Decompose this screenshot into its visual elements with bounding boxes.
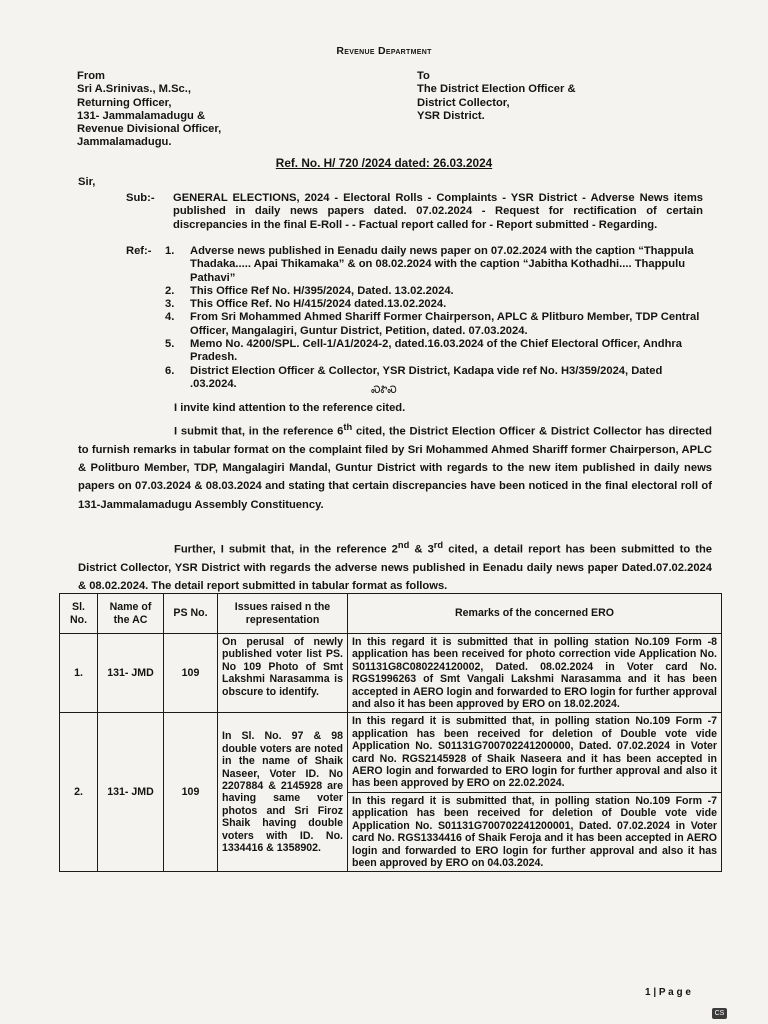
reference-number-label: 4. bbox=[165, 311, 175, 324]
reference-number-label: 6. bbox=[165, 364, 175, 377]
separator-symbol: ᏍᏑᏍ bbox=[371, 385, 397, 396]
paragraph-text: cited, the District Election Officer & District Collector has directed to furnish remarks in tabular format on the complaint filed by Sri Mohammed Ahmed Shariff former Chairperson, APLC & Politburo Member, TDP, Mangalagiri Mandal, Guntur District with regards to the new item published in daily news papers on 07.03.2024 & 08.03.2024 and stating that certain discrepancies have been noticed in the final electoral roll of 131-Jammalamadugu Assembly Constituency. bbox=[78, 425, 712, 511]
cell-sl: 2. bbox=[60, 713, 98, 872]
salutation: Sir, bbox=[78, 176, 96, 188]
reference-text: This Office Ref. No H/415/2024 dated.13.02.2024. bbox=[190, 298, 447, 311]
reference-text: District Election Officer & Collector, YSR District, Kadapa vide ref No. H3/359/2024, Dated .03.2024. bbox=[190, 364, 663, 390]
to-label: To bbox=[417, 70, 430, 82]
cell-remarks: In this regard it is submitted that, in polling station No.109 Form -7 application has been received for deletion of Double vote vide Application No. S01131G700702241200000, Dated. 07.02.2024 in Voter card No. RGS2145928 of Shaik Naseera and it has been accepted in AERO login and forwarded to ERO login for further approval and also it has been approved by ERO on 22.02.2024. bbox=[348, 713, 722, 792]
reference-number-label: 5. bbox=[165, 338, 175, 351]
cell-ps: 109 bbox=[164, 713, 218, 872]
from-block bbox=[77, 70, 407, 150]
from-line: Returning Officer, bbox=[77, 96, 172, 109]
scanner-watermark-icon: CS bbox=[712, 1008, 727, 1019]
superscript: th bbox=[343, 422, 353, 432]
references-label: Ref:- bbox=[126, 245, 152, 257]
reference-text: From Sri Mohammed Ahmed Shariff Former Chairperson, APLC & Plitburo Member, TDP Central Officer, Mangalagiri, Guntur District, Petition, dated. 07.03.2024. bbox=[190, 311, 700, 337]
paragraph-text: & 3 bbox=[409, 543, 434, 556]
reference-number: Ref. No. H/ 720 /2024 dated: 26.03.2024 bbox=[275, 156, 493, 170]
reference-item bbox=[165, 285, 710, 298]
header-issues: Issues raised n the representation bbox=[218, 594, 348, 634]
table-header-row bbox=[60, 594, 722, 634]
reference-text: This Office Ref No. H/395/2024, Dated. 13.02.2024. bbox=[190, 284, 454, 297]
header-ps: PS No. bbox=[164, 594, 218, 634]
page-number: 1 | P a g e bbox=[645, 987, 691, 998]
from-line: Sri A.Srinivas., M.Sc., bbox=[77, 83, 191, 96]
to-block bbox=[417, 70, 717, 123]
cell-ps: 109 bbox=[164, 634, 218, 713]
department-heading: Revenue Department bbox=[336, 45, 432, 57]
reference-item bbox=[165, 298, 710, 311]
reference-item bbox=[165, 245, 710, 285]
paragraph-text: Further, I submit that, in the reference 2 bbox=[174, 543, 398, 556]
reference-item bbox=[165, 338, 710, 365]
cell-remarks: In this regard it is submitted that in polling station No.109 Form -8 application has been received for photo correction vide Application No. S01131G8C080224120002, Dated. 08.02.2024 in Voter card No. RGS1996263 of Smt Vangali Lakshmi Narasamma and it has been accepted in AERO login and forwarded to ERO login for further approval and also it has been approved by ERO on 18.02.2024. bbox=[348, 634, 722, 713]
subject-label: Sub:- bbox=[126, 192, 155, 204]
reference-number-label: 3. bbox=[165, 298, 175, 311]
reference-text: Memo No. 4200/SPL. Cell-1/A1/2024-2, dated.16.03.2024 of the Chief Electoral Officer, Andhra Pradesh. bbox=[190, 338, 683, 364]
reference-text: Adverse news published in Eenadu daily news paper on 07.02.2024 with the caption “Thappula Thadaka..... Apai Thikamaka” & on 08.02.2024 with the caption “Jabitha Kothadhi.... Thappulu Pathavi” bbox=[190, 245, 694, 284]
report-table bbox=[59, 593, 722, 872]
to-line: District Collector, bbox=[417, 96, 510, 109]
reference-number-label: 1. bbox=[165, 245, 175, 257]
from-line: Revenue Divisional Officer, bbox=[77, 123, 222, 136]
header-remarks: Remarks of the concerned ERO bbox=[348, 594, 722, 634]
paragraph-text: cited, a detail report has been submitted to the District Collector, YSR District with regards the adverse news published in Eenadu daily news paper Dated.07.02.2024 & 08.02.2024. The detail report submitted in tabular format as follows. bbox=[78, 543, 713, 593]
header-sl: Sl. No. bbox=[60, 594, 98, 634]
subject-text: GENERAL ELECTIONS, 2024 - Electoral Rolls - Complaints - YSR District - Adverse News items published in daily news papers dated. 07.02.2024 - Request for rectification of certain discrepancies in the final E-Roll - - Factual report called for - Report submitted - Regarding. bbox=[173, 192, 703, 231]
reference-item bbox=[165, 311, 710, 338]
cell-sl: 1. bbox=[60, 634, 98, 713]
to-line: The District Election Officer & bbox=[417, 83, 576, 96]
references-list bbox=[165, 245, 710, 391]
paragraph-further bbox=[78, 536, 712, 595]
cell-ac: 131- JMD bbox=[98, 713, 164, 872]
to-line: YSR District. bbox=[417, 109, 485, 122]
cell-remarks: In this regard it is submitted that, in polling station No.109 Form -7 application has been received for deletion of Double vote vide Application No. S01131G700702241200001, Dated. 07.02.2024 in Voter card No. RGS1334416 of Shaik Feroja and it has been accepted in AERO login and forwarded to ERO login for further approval and also it has been approved by ERO on 04.03.2024. bbox=[348, 792, 722, 871]
from-label: From bbox=[77, 70, 105, 82]
superscript: nd bbox=[397, 540, 410, 550]
paragraph-invite: I invite kind attention to the reference cited. bbox=[174, 402, 406, 414]
paragraph-text: I submit that, in the reference 6 bbox=[174, 425, 344, 438]
cell-issue: In Sl. No. 97 & 98 double voters are noted in the name of Shaik Naseer, Voter ID. No 2207884 & 2145928 are having same voter photos and Sri Firoz Shaik having double voters with ID. No. 1334416 & 1358902. bbox=[218, 713, 348, 872]
table-row bbox=[60, 634, 722, 713]
cell-issue: On perusal of newly published voter list PS. No 109 Photo of Smt Lakshmi Narasamma is obscure to identify. bbox=[218, 634, 348, 713]
cell-ac: 131- JMD bbox=[98, 634, 164, 713]
paragraph-submit bbox=[78, 418, 712, 514]
reference-number-label: 2. bbox=[165, 284, 175, 297]
header-ac: Name of the AC bbox=[98, 594, 164, 634]
table-row bbox=[60, 713, 722, 792]
superscript: rd bbox=[433, 540, 444, 550]
from-line: Jammalamadugu. bbox=[77, 136, 172, 149]
from-line: 131- Jammalamadugu & bbox=[77, 109, 206, 122]
